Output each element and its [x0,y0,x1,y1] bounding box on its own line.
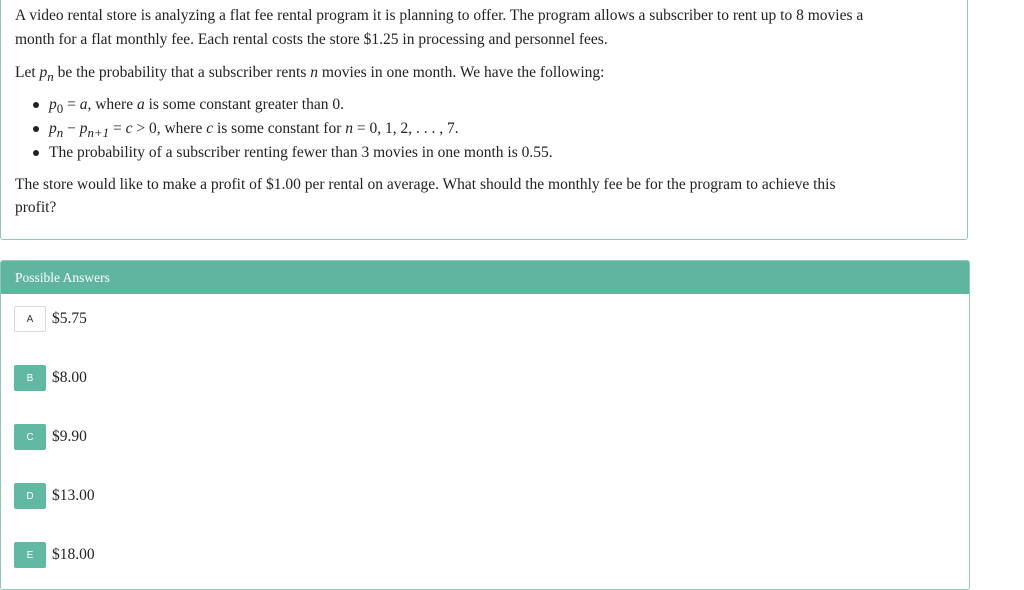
choice-text-b[interactable]: $8.00 [52,369,87,386]
math-a: a [79,96,88,113]
possible-answers-panel [0,260,970,590]
answer-choice-c[interactable] [14,424,87,450]
choice-letter-a[interactable]: A [14,306,46,332]
condition-item-1 [35,93,553,117]
condition-item-2 [35,117,553,141]
answer-choice-d[interactable] [14,483,95,509]
answer-choice-a[interactable] [14,306,87,332]
question-goal-line-2: profit? [15,199,57,216]
choice-text-d[interactable]: $13.00 [52,487,95,504]
bullet-icon [33,102,39,108]
choice-letter-b[interactable]: B [14,365,46,391]
definition-prefix: Let [15,64,40,81]
math-p: p [79,120,88,137]
math-sub-0: 0 [56,101,64,117]
math-a: a [136,96,145,113]
answer-choice-e[interactable] [14,542,95,568]
math-sub-n: n [56,125,64,141]
bullet-icon [33,126,39,132]
math-n: n [310,64,319,81]
condition-2-text: > 0, where [132,120,207,137]
math-sub-n-plus-1: n+1 [87,125,110,141]
math-p: p [49,120,57,137]
question-definition [15,61,605,88]
question-text-line-2: month for a flat monthly fee. Each rental costs the store $1.25 in processing and personnel fees. [15,31,608,48]
possible-answers-header: Possible Answers [1,261,969,294]
condition-2-suffix: = 0, 1, 2, . . . , 7. [353,120,459,137]
math-p: p [39,64,48,81]
question-goal-line-1: The store would like to make a profit of $1.00 per rental on average. What should the monthly fee be for the program to achieve this [15,176,836,193]
choice-letter-c[interactable]: C [14,424,46,450]
condition-1-text: , where [87,96,137,113]
math-c: c [125,120,133,137]
condition-1-suffix: is some constant greater than 0. [144,96,344,113]
choice-letter-d[interactable]: D [14,483,46,509]
math-sub-n: n [47,69,54,85]
question-card [0,0,968,240]
choice-text-a[interactable]: $5.75 [52,310,87,327]
choice-text-c[interactable]: $9.90 [52,428,87,445]
choice-text-e[interactable]: $18.00 [52,546,95,563]
math-c: c [206,120,214,137]
question-text-line-1: A video rental store is analyzing a flat fee rental program it is planning to offer. The program allows a subscriber to rent up to 8 movies a [15,7,864,24]
math-p: p [49,96,57,113]
condition-item-3 [35,141,553,165]
math-equals: = [109,120,126,137]
definition-suffix: movies in one month. We have the following: [318,64,605,81]
choice-letter-e[interactable]: E [14,542,46,568]
conditions-list [35,93,553,165]
answer-choice-b[interactable] [14,365,87,391]
definition-middle: be the probability that a subscriber rents [53,64,311,81]
math-minus: − [63,120,80,137]
bullet-icon [33,150,39,156]
condition-2-middle: is some constant for [213,120,346,137]
condition-3-text: The probability of a subscriber renting fewer than 3 movies in one month is 0.55. [49,144,553,161]
math-equals: = [63,96,80,113]
math-n: n [345,120,354,137]
